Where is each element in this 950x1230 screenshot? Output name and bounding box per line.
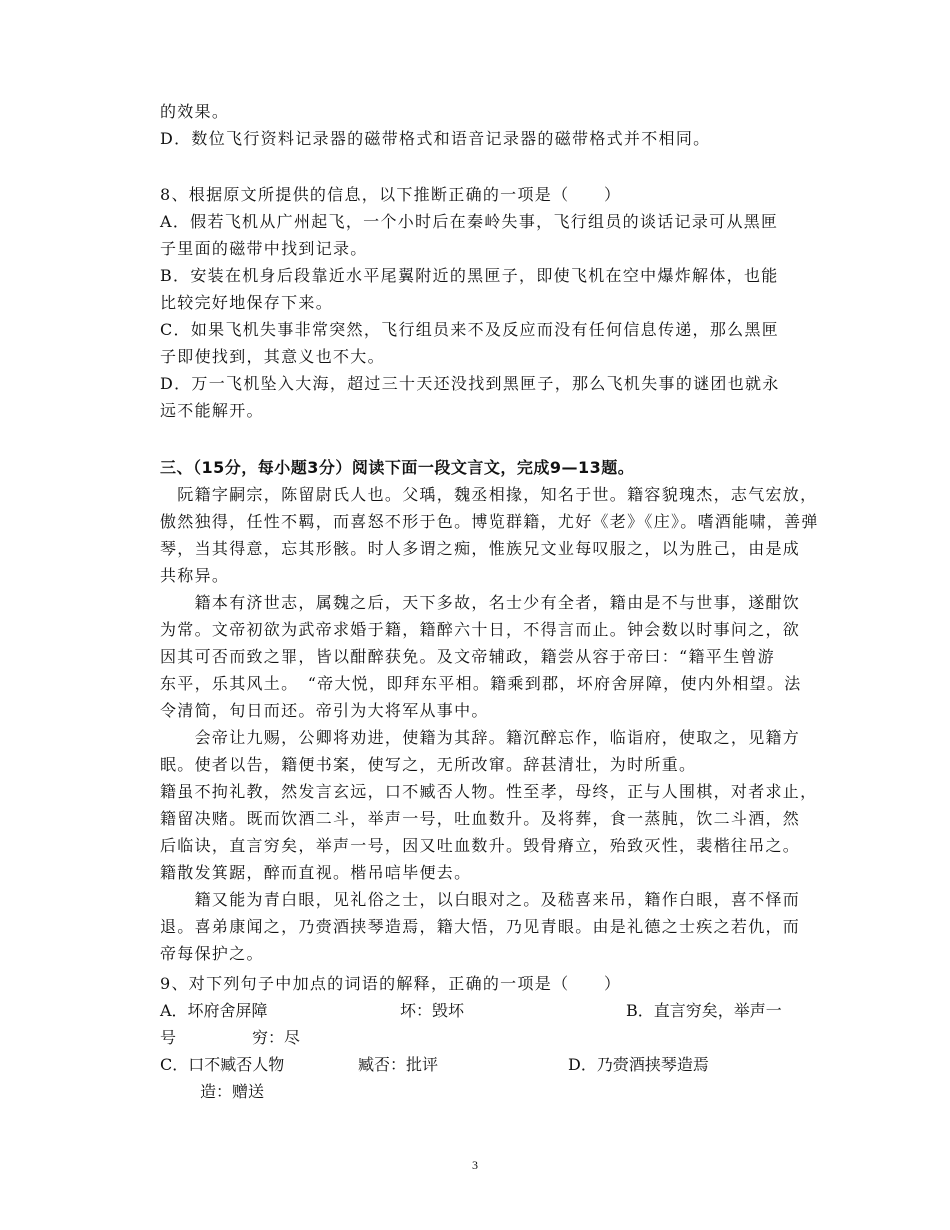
question-9: 9、对下列句子中加点的词语的解释，正确的一项是（ ） <box>160 974 622 993</box>
text-line: 子里面的磁带中找到记录。 <box>160 239 368 258</box>
option-a: A．假若飞机从广州起飞，一个小时后在秦岭失事，飞行组员的谈话记录可从黑匣 <box>160 212 779 231</box>
q9-option-a: A．坏府舍屏障 <box>160 1001 268 1020</box>
text-line: 子即使找到，其意义也不大。 <box>160 347 385 366</box>
q9-option-d: D．乃赍酒挟琴造焉 <box>568 1055 709 1074</box>
passage-line: 籍散发箕踞，醉而直视。楷吊唁毕便去。 <box>160 863 472 882</box>
q9-option-c: C．口不臧否人物 <box>160 1055 285 1074</box>
passage-line: 令清简，旬日而还。帝引为大将军从事中。 <box>160 701 489 720</box>
q9-option-d-gloss: 造：赠送 <box>200 1082 265 1101</box>
passage-line: 共称异。 <box>160 566 230 585</box>
q9-option-c-gloss: 臧否：批评 <box>358 1055 439 1074</box>
passage-line: 帝每保护之。 <box>160 944 264 963</box>
passage-line: 阮籍字嗣宗，陈留尉氏人也。父瑀，魏丞相掾，知名于世。籍容貌瑰杰，志气宏放， <box>160 485 818 504</box>
passage-line: 后临诀，直言穷矣，举声一号，因又吐血数升。毁骨瘠立，殆致灭性，裴楷往吊之。 <box>160 836 801 855</box>
passage-line: 会帝让九赐，公卿将劝进，使籍为其辞。籍沉醉忘作，临诣府，使取之，见籍方 <box>160 728 801 747</box>
text-line: 比较完好地保存下来。 <box>160 293 334 312</box>
passage-line: 籍留决赌。既而饮酒二斗，举声一号，吐血数升。及将葬，食一蒸肫，饮二斗酒，然 <box>160 809 801 828</box>
passage-line: 东平，乐其风土。 “帝大悦，即拜东平相。籍乘到郡，坏府舍屏障，使内外相望。法 <box>160 674 802 693</box>
q9-option-b-cont: 号 <box>160 1028 177 1047</box>
passage-line: 退。喜弟康闻之，乃赍酒挟琴造焉，籍大悟，乃见青眼。由是礼德之士疾之若仇，而 <box>160 917 801 936</box>
option-d: D．数位飞行资料记录器的磁带格式和语音记录器的磁带格式并不相同。 <box>160 129 711 148</box>
passage-line: 傲然独得，任性不羁，而喜怒不形于色。博览群籍，尤好《老》《庄》。嗜酒能啸，善弹 <box>160 512 819 531</box>
q9-option-a-gloss: 坏：毁坏 <box>400 1001 465 1020</box>
passage-line: 因其可否而致之罪，皆以酣醉获免。及文帝辅政，籍尝从容于帝曰：“籍平生曾游 <box>160 647 775 666</box>
q9-option-b: B．直言穷矣，举声一 <box>626 1001 782 1020</box>
q9-option-b-gloss: 穷：尽 <box>252 1028 301 1047</box>
passage-line: 籍本有济世志，属魏之后，天下多故，名士少有全者，籍由是不与世事，遂酣饮 <box>160 593 801 612</box>
section-heading: 三、（15分，每小题3分）阅读下面一段文言文，完成9—13题。 <box>160 458 635 477</box>
question-8: 8、根据原文所提供的信息，以下推断正确的一项是（ ） <box>160 185 622 204</box>
option-b: B．安装在机身后段靠近水平尾翼附近的黑匣子，即使飞机在空中爆炸解体，也能 <box>160 266 779 285</box>
passage-line: 琴，当其得意，忘其形骸。时人多谓之痴，惟族兄文业每叹服之，以为胜己，由是成 <box>160 539 801 558</box>
passage-line: 籍虽不拘礼教，然发言玄远，口不臧否人物。性至孝，母终，正与人围棋，对者求止， <box>160 782 818 801</box>
option-d: D．万一飞机坠入大海，超过三十天还没找到黑匣子，那么飞机失事的谜团也就永 <box>160 374 780 393</box>
passage-line: 眠。使者以告，籍便书案，使写之，无所改窜。辞甚清壮，为时所重。 <box>160 755 697 774</box>
page-number: 3 <box>472 1158 478 1172</box>
text-line: 远不能解开。 <box>160 401 264 420</box>
option-c: C．如果飞机失事非常突然，飞行组员来不及反应而没有任何信息传递，那么黑匣 <box>160 320 780 339</box>
text-line: 的效果。 <box>160 102 230 121</box>
passage-line: 籍又能为青白眼，见礼俗之士，以白眼对之。及嵇喜来吊，籍作白眼，喜不怿而 <box>160 890 801 909</box>
passage-line: 为常。文帝初欲为武帝求婚于籍，籍醉六十日，不得言而止。钟会数以时事问之，欲 <box>160 620 801 639</box>
